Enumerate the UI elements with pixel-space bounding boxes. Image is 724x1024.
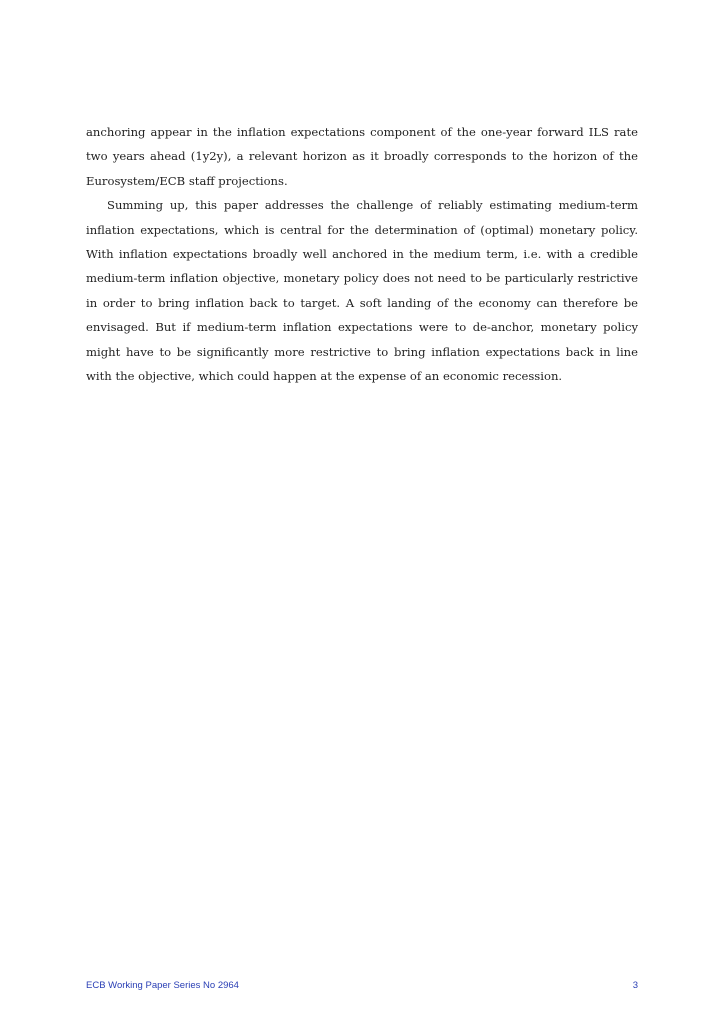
paragraph-continued: anchoring appear in the inflation expectations component of the one-year forward ILS rate two years ahead (1y2y), a relevant horizon as it broadly corresponds to the horizon of the Eurosystem/ECB staff projections.: [86, 125, 638, 188]
body-text: [86, 120, 638, 388]
paragraph-summary: Summing up, this paper addresses the challenge of reliably estimating medium-term inflation expectations, which is central for the determination of (optimal) monetary policy. With inflation expectations broadly well anchored in the medium term, i.e. with a credible medium-term inflation objective, monetary policy does not need to be particularly restrictive in order to bring inflation back to target. A soft landing of the economy can therefore be envisaged. But if medium-term inflation expectations were to de-anchor, monetary policy might have to be significantly more restrictive to bring inflation expectations back in line with the objective, which could happen at the expense of an economic recession.: [86, 198, 638, 384]
page-footer: [86, 978, 638, 994]
footer-series-label: ECB Working Paper Series No 2964: [86, 980, 239, 991]
footer-page-number: 3: [632, 980, 638, 991]
